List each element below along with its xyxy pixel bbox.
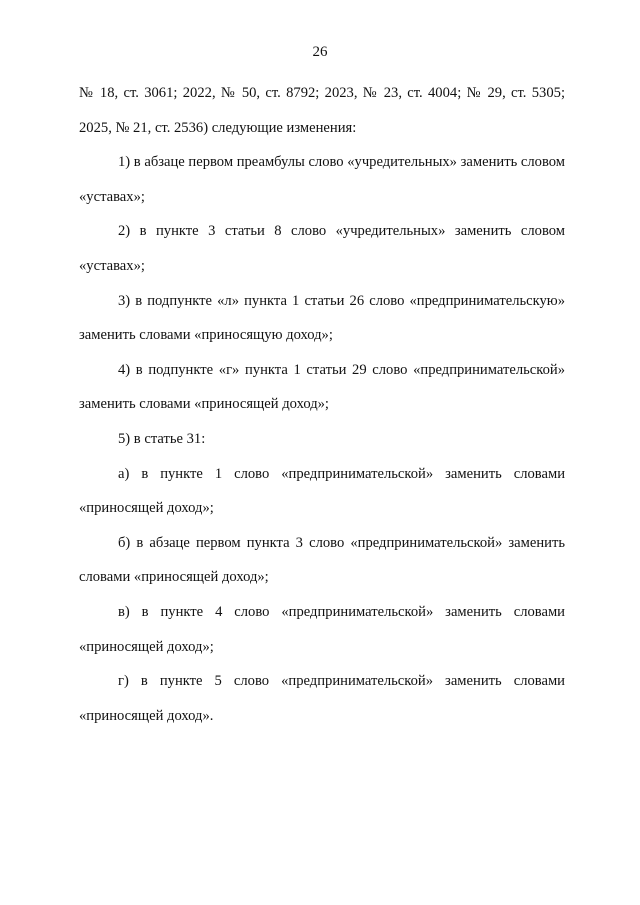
paragraph-subitem-v: в) в пункте 4 слово «предпринимательской» заменить словами «приносящей доход»; [79, 603, 565, 655]
paragraph-continuation: № 18, ст. 3061; 2022, № 50, ст. 8792; 2023, № 23, ст. 4004; № 29, ст. 5305; 2025, № 21, ст. 2536) следующие изменения: [79, 85, 565, 136]
paragraph-item-2: 2) в пункте 3 статьи 8 слово «учредительных» заменить словом «уставах»; [79, 223, 565, 274]
paragraph-item-3: 3) в подпункте «л» пункта 1 статьи 26 слово «предпринимательскую» заменить словами «приносящую доход»; [79, 292, 565, 344]
page-number: 26 [312, 44, 328, 60]
paragraph-item-5: 5) в статье 31: [118, 430, 206, 447]
paragraph-item-1: 1) в абзаце первом преамбулы слово «учредительных» заменить словом «уставах»; [79, 154, 565, 205]
paragraph-subitem-a: а) в пункте 1 слово «предпринимательской» заменить словами «приносящей доход»; [79, 465, 565, 517]
paragraph-subitem-g: г) в пункте 5 слово «предпринимательской» заменить словами «приносящей доход». [79, 673, 565, 724]
paragraph-item-4: 4) в подпункте «г» пункта 1 статьи 29 слово «предпринимательской» заменить словами «приносящей доход»; [79, 361, 565, 413]
document-body [79, 76, 565, 733]
paragraph-subitem-b: б) в абзаце первом пункта 3 слово «предпринимательской» заменить словами «приносящей доход»; [79, 534, 565, 586]
